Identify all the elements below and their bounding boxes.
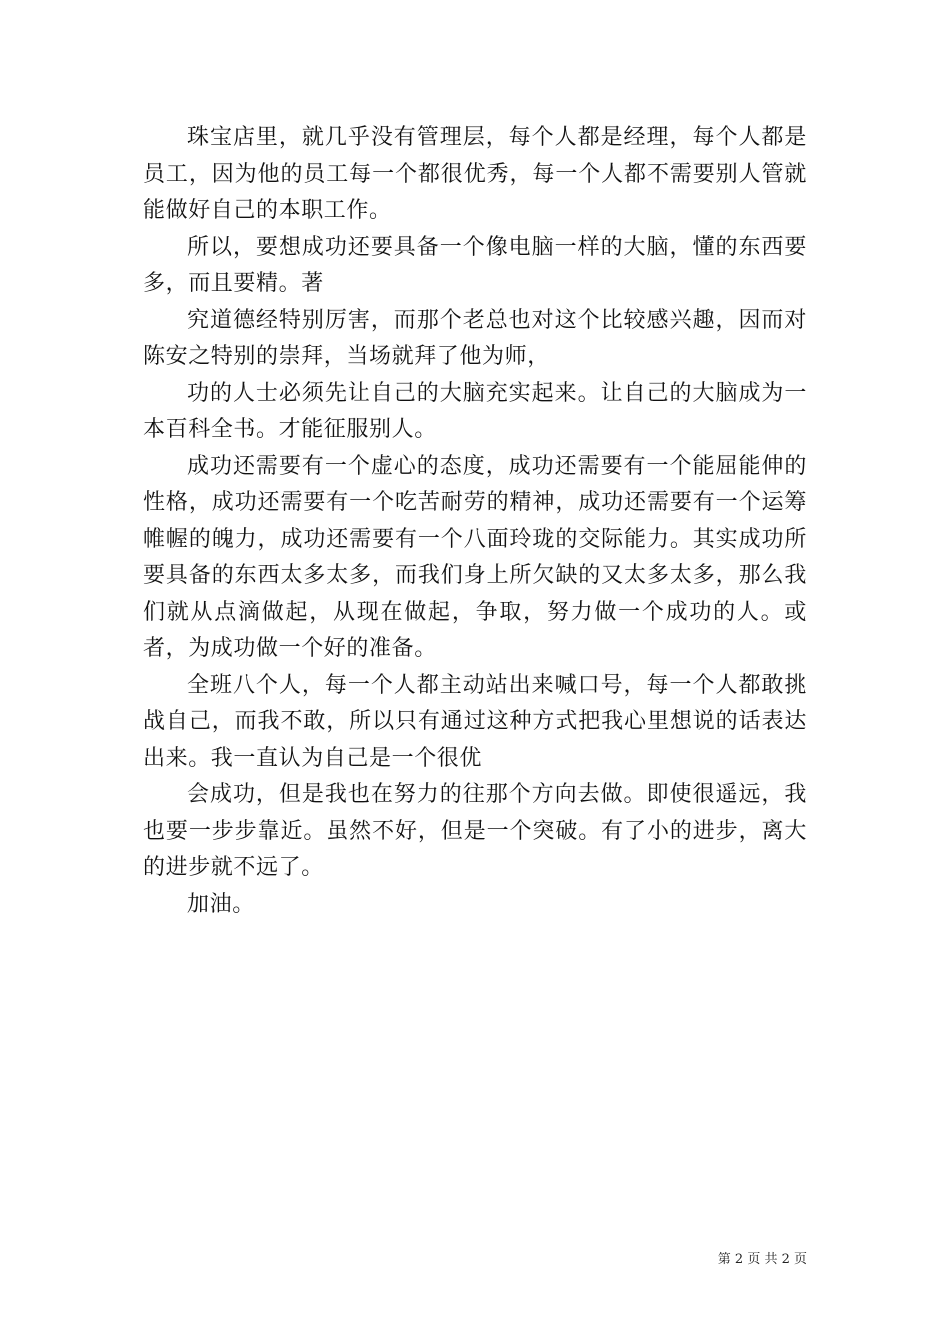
paragraph: 珠宝店里，就几乎没有管理层，每个人都是经理，每个人都是员工，因为他的员工每一个都很优秀，每一个人都不需要别人管就能做好自己的本职工作。 (143, 125, 807, 223)
page-footer (718, 1248, 807, 1267)
paragraph: 究道德经特别厉害，而那个老总也对这个比较感兴趣，因而对陈安之特别的崇拜，当场就拜了他为师， (143, 307, 807, 369)
page-number-label: 第 2 页 共 2 页 (717, 1252, 807, 1267)
paragraph: 会成功，但是我也在努力的往那个方向去做。即使很遥远，我也要一步步靠近。虽然不好，但是一个突破。有了小的进步，离大的进步就不远了。 (143, 782, 807, 880)
document-body (143, 120, 807, 923)
paragraph: 成功还需要有一个虚心的态度，成功还需要有一个能屈能伸的性格，成功还需要有一个吃苦耐劳的精神，成功还需要有一个运筹帷幄的魄力，成功还需要有一个八面玲珑的交际能力。其实成功所要具备的东西太多太多，而我们身上所欠缺的又太多太多，那么我们就从点滴做起，从现在做起，争取，努力做一个成功的人。或者，为成功做一个好的准备。 (143, 453, 807, 661)
paragraph: 全班八个人，每一个人都主动站出来喊口号，每一个人都敢挑战自己，而我不敢，所以只有通过这种方式把我心里想说的话表达出来。我一直认为自己是一个很优 (143, 672, 807, 771)
paragraph: 所以，要想成功还要具备一个像电脑一样的大脑，懂的东西要多，而且要精。著 (143, 234, 807, 296)
paragraph: 加油。 (187, 891, 255, 917)
paragraph: 功的人士必须先让自己的大脑充实起来。让自己的大脑成为一本百科全书。才能征服别人。 (143, 380, 807, 442)
